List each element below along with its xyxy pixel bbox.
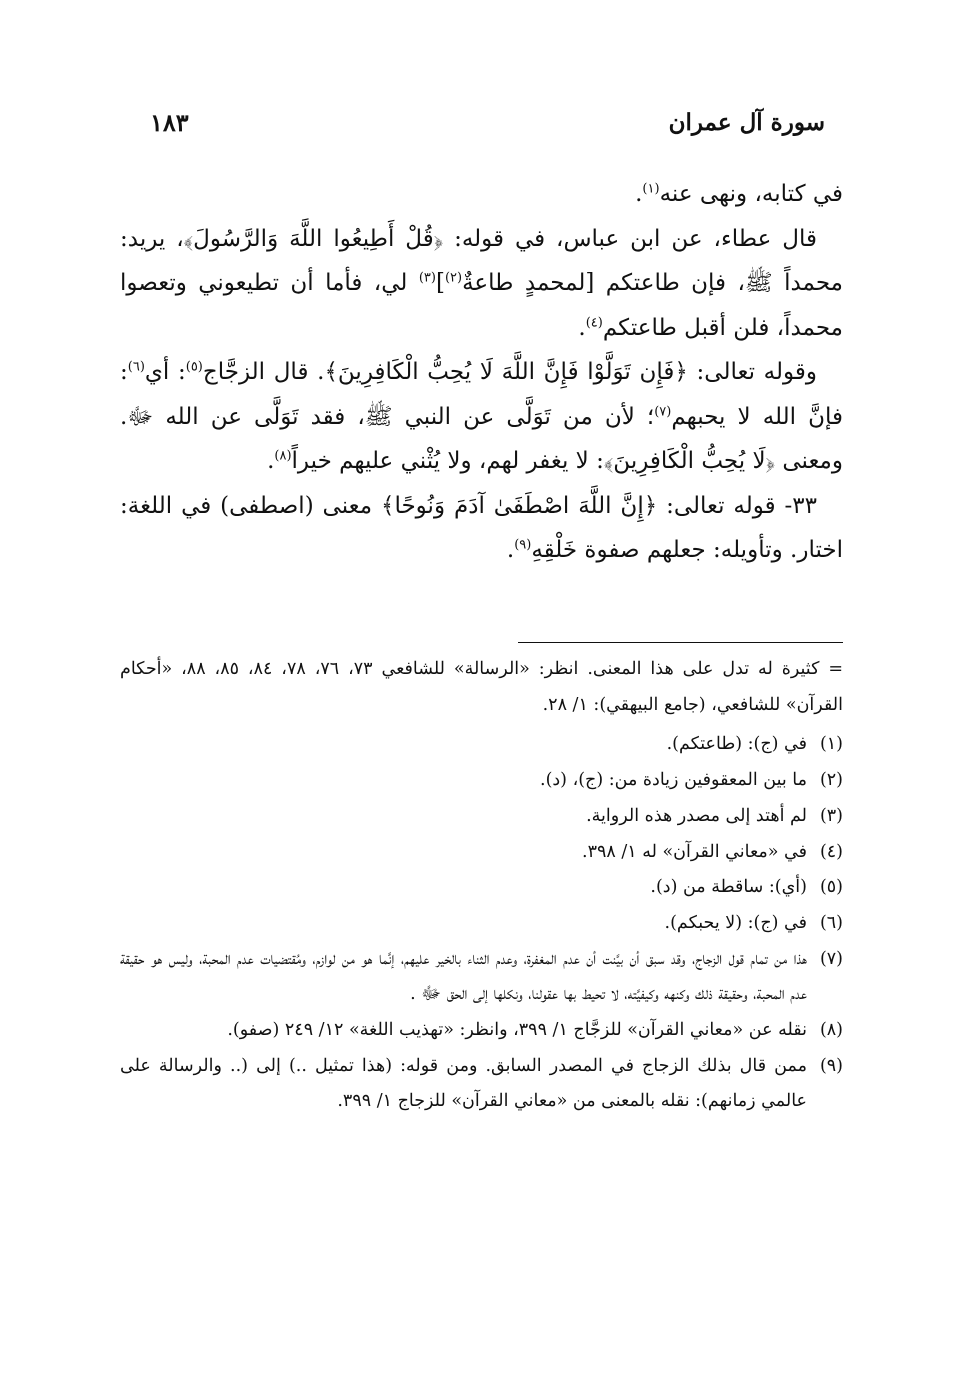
footnote-number: (٨): [819, 1020, 843, 1041]
footnote-number: (١): [819, 734, 843, 755]
footnote-number: (٥): [819, 877, 843, 898]
footnote-text: نقله عن «معاني القرآن» للزجَّاج ١/ ٣٩٩، وانظر: «تهذيب اللغة» ١٢/ ٢٤٩ (صفو).: [227, 1020, 807, 1041]
footnote-text: ما بين المعقوفين زيادة من: (ج)، (د).: [540, 770, 807, 791]
running-title: سورة آل عمران: [668, 108, 825, 136]
footnote-text: في (ج): (طاعتكم).: [666, 734, 807, 755]
footnote-ref-2[interactable]: (٢): [444, 270, 463, 286]
footnote-ref-9[interactable]: (٩): [514, 537, 532, 553]
footnote-1: [120, 727, 843, 763]
footnote-ref-6[interactable]: (٦): [127, 359, 145, 375]
paragraph-2: قال عطاء، عن ابن عباس، في قوله: ﴿قُلْ أَطِيعُوا اللَّهَ وَالرَّسُولَ﴾، يريد: محمداً ﷺ، فإن طاعتكم [لمحمدٍ طاعةٌ$^{(٢)}$]$^{(٣)}$ لي، فأما أن تطيعوني وتعصوا محمداً، فلن أقبل طاعتكم$^{(٤)}$.: [120, 225, 843, 341]
footnote-text: ممن قال بذلك الزجاج في المصدر السابق. ومن قوله: (هذا تمثيل ..) إلى (.. والرسالة على عالمي زمانهم): نقله بالمعنى من «معاني القرآن» للزجاج ١/ ٣٩٩.: [120, 1055, 807, 1112]
footnote-2: [120, 763, 843, 799]
footnote-ref-1[interactable]: (١): [642, 181, 660, 197]
footnote-text: في «معاني القرآن» له ١/ ٣٩٨.: [581, 841, 807, 862]
footnote-number: (٧): [819, 948, 843, 969]
footnote-9: [120, 1049, 843, 1120]
footnote-number: (٩): [819, 1055, 843, 1076]
footnote-4: [120, 835, 843, 871]
footnote-6: [120, 906, 843, 942]
footnote-number: (٦): [819, 912, 843, 933]
footnote-3: [120, 799, 843, 835]
page-header: [150, 102, 825, 142]
footnote-number: (٢): [819, 770, 843, 791]
footnote-continuation: = كثيرة له تدل على هذا المعنى. انظر: «الرسالة» للشافعي ٧٣، ٧٦، ٧٨، ٨٤، ٨٥، ٨٨، «أحكام القرآن» للشافعي، (جامع البيهقي): ١/ ٢٨.: [120, 659, 843, 715]
footnote-ref-3[interactable]: (٣): [418, 270, 436, 286]
paragraph-4: ٣٣- قوله تعالى: ﴿إِنَّ اللَّهَ اصْطَفَىٰ آدَمَ وَنُوحًا﴾ معنى (اصطفى) في اللغة: اختار. وتأويله: جعلهم صفوة خَلْقِهِ$^{(٩)}$.: [120, 492, 843, 563]
paragraph-3: وقوله تعالى: ﴿فَإِن تَوَلَّوْا فَإِنَّ اللَّهَ لَا يُحِبُّ الْكَافِرِينَ﴾. قال الزجَّاج$^{(٥)}$: أي$^{(٦)}$: فإنَّ الله لا يحبهم$^{(٧)}$؛ لأن من تَوَلَّى عن النبي ﷺ، فقد تَوَلَّى عن الله ﷻ. ومعنى ﴿لَا يُحِبُّ الْكَافِرِينَ﴾: لا يغفر لهم، ولا يُثْني عليهم خيراً$^{(٨)}$.: [120, 359, 843, 474]
footnote-text: لم أهتد إلى مصدر هذه الرواية.: [586, 805, 807, 826]
footnote-5: [120, 870, 843, 906]
footnote-7: [120, 942, 843, 1013]
footnotes: [120, 652, 843, 1120]
footnote-separator: [518, 642, 843, 643]
footnote-8: [120, 1013, 843, 1049]
footnote-ref-7[interactable]: (٧): [654, 403, 672, 419]
footnote-number: (٣): [819, 805, 843, 826]
footnote-number: (٤): [819, 841, 843, 862]
page-number: ١٨٣: [150, 107, 189, 137]
footnote-ref-5[interactable]: (٥): [185, 359, 203, 375]
main-text: [120, 172, 843, 573]
footnote-text: هذا من تمام قول الزجاج، وقد سبق أن بيَّنت أن عدم المغفرة، وعدم الثناء بالخير عليهم، إنَّما هو من لوازم، ومُقتضيات عدم المحبة، وليس هو حقيقة عدم المحبة، وحقيقة ذلك وكنهه وكيفيَّته، لا تحيط بها عقولنا، ونكلها إلى الحق ﷻ .: [120, 948, 807, 1005]
footnote-ref-8[interactable]: (٨): [274, 448, 292, 464]
footnote-text: (أي): ساقطة من (د).: [650, 877, 807, 898]
paragraph-1: في كتابه، ونهى عنه$^{(١)}$.: [635, 181, 843, 207]
footnote-text: في (ج): (لا يحبكم).: [664, 912, 807, 933]
footnote-ref-4[interactable]: (٤): [585, 314, 603, 330]
